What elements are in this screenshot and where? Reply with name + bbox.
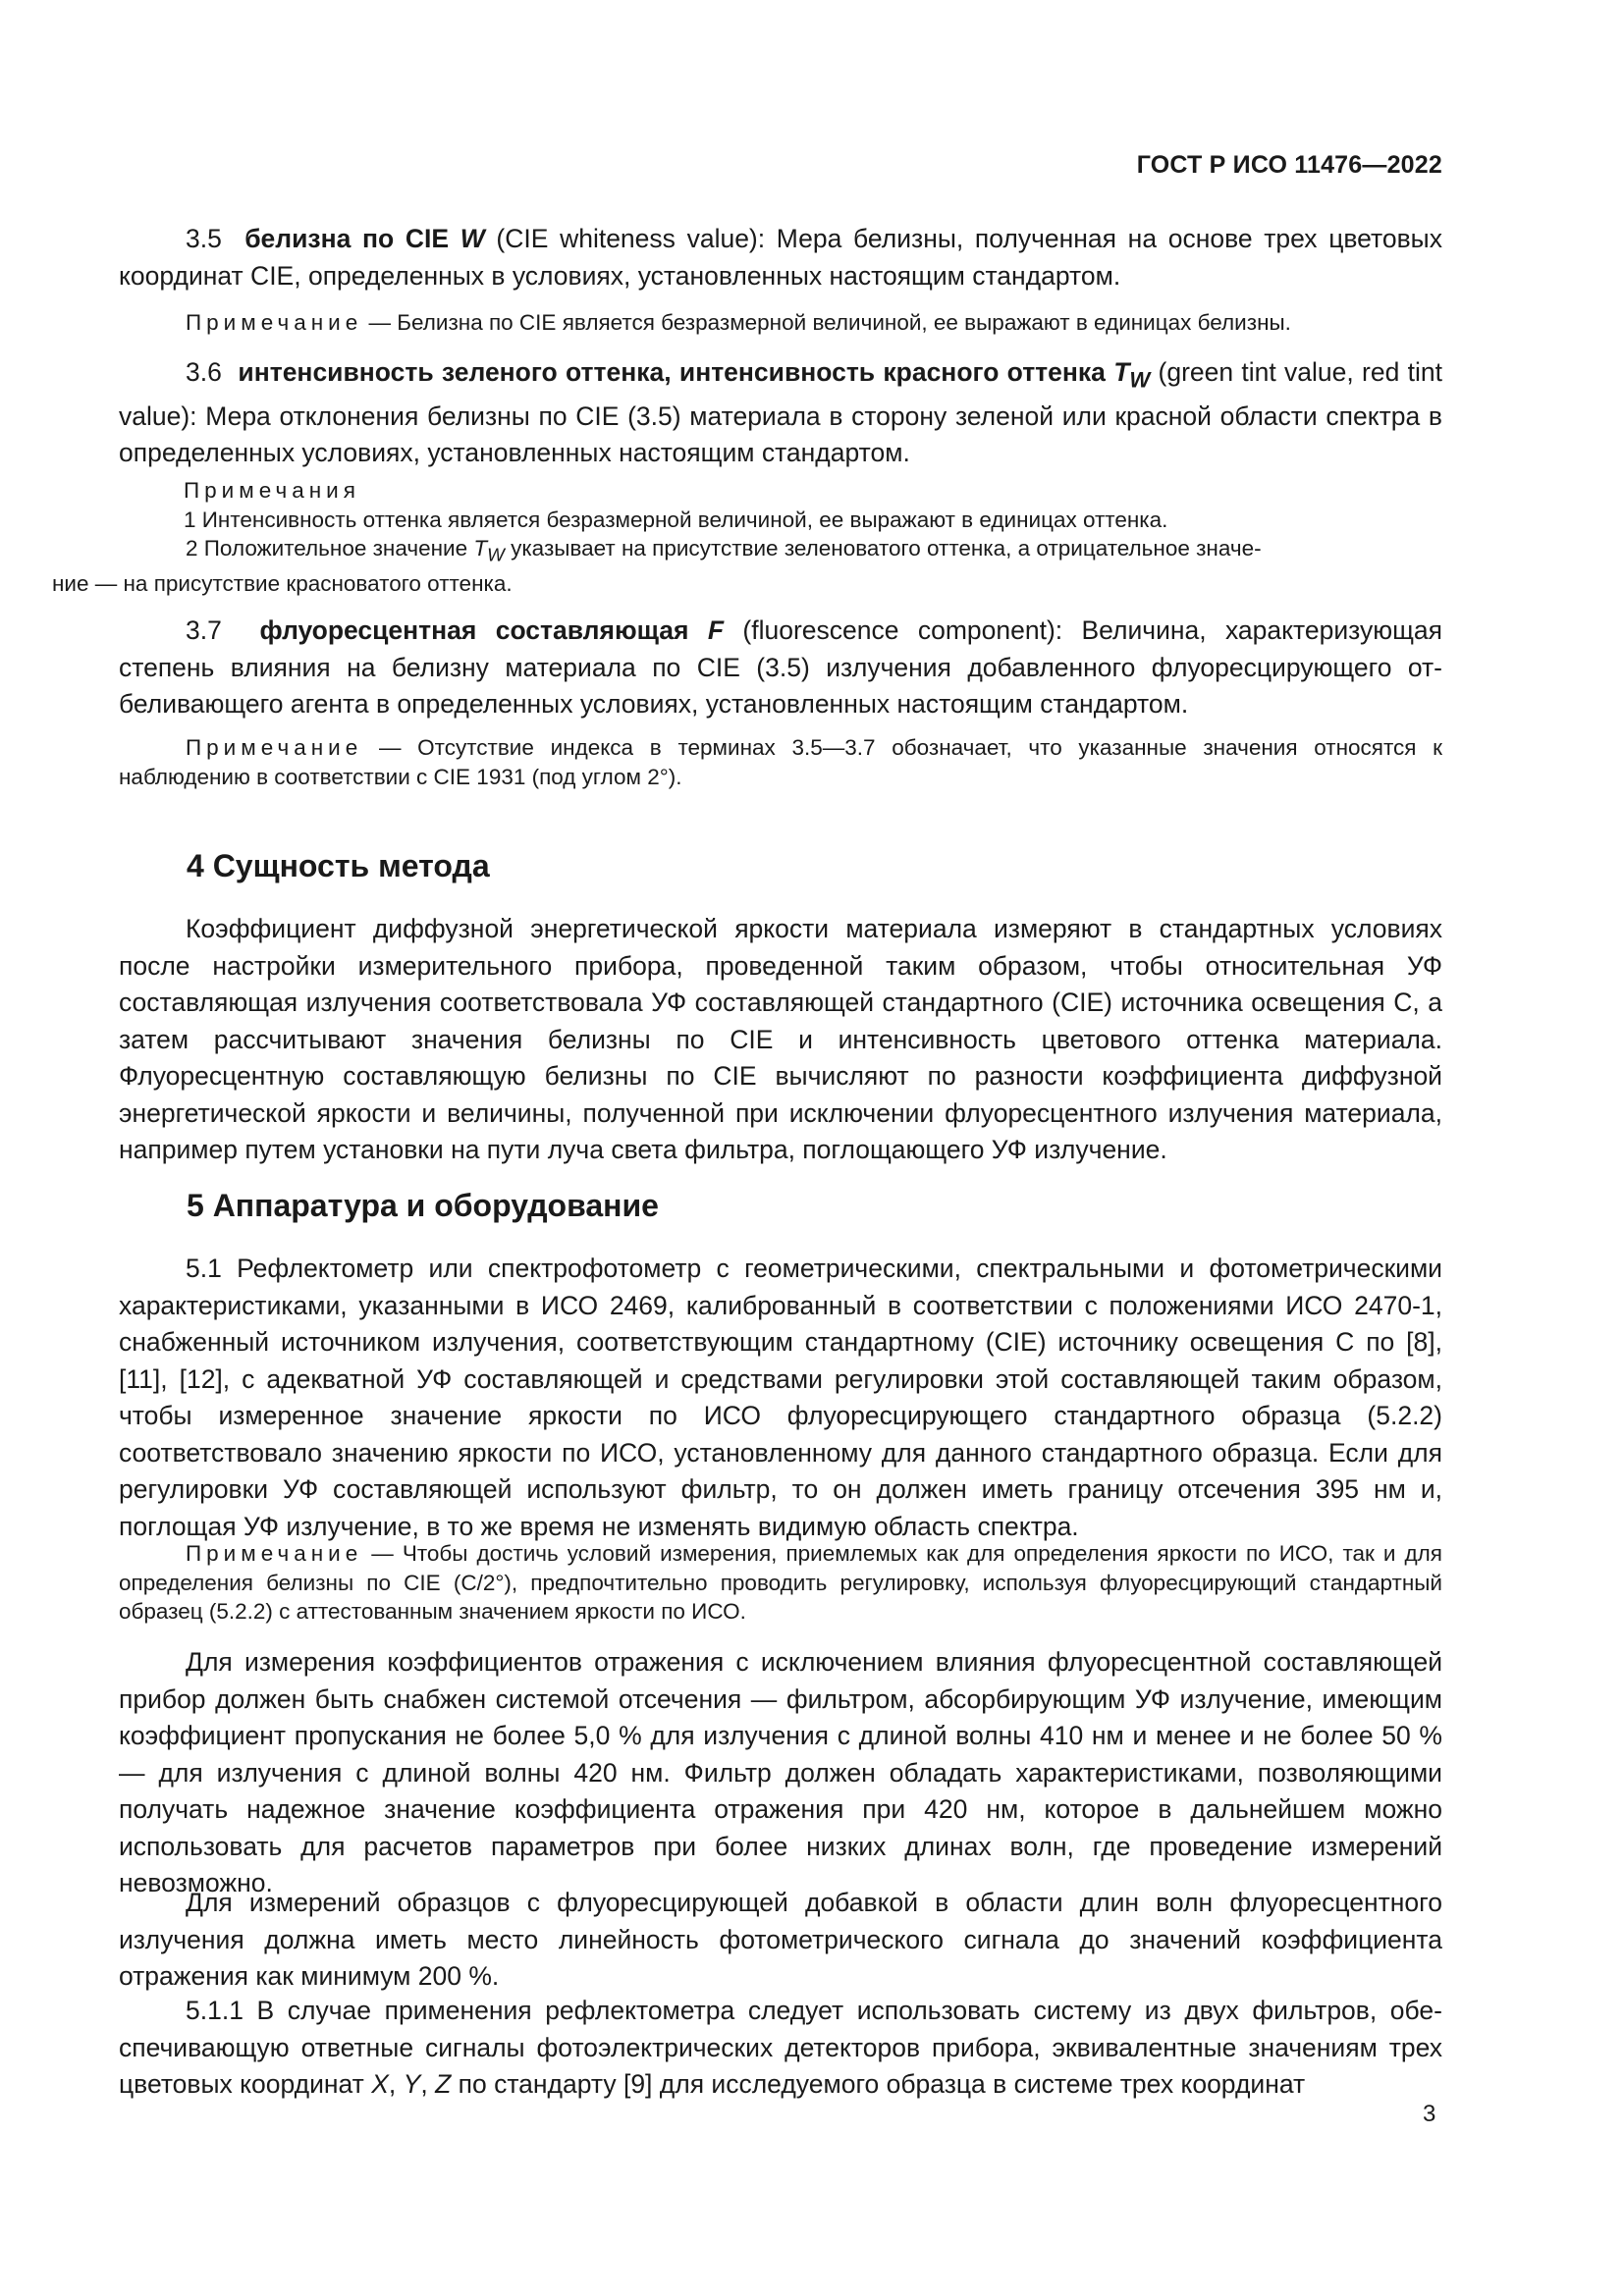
term-symbol: F (707, 615, 725, 645)
coordinate-x: X (371, 2069, 389, 2099)
note-text: — Белизна по CIE является безразмерной величиной, ее выражают в единицах белизны. (368, 310, 1291, 335)
term-name: флуоресцентная составляющая (259, 615, 689, 645)
term-symbol: W (460, 224, 485, 253)
section-5-paragraph-linearity: Для измерений образцов с флуоресцирующей добавкой в области длин волн флуоресцентного излучения должна иметь место линейность фотометрического сигнала до значений коэффициента отражения как минимум 200 %. (119, 1888, 1442, 1991)
term-3-7-paragraph (119, 613, 1442, 723)
note-2: 2 Положительное значение $T_W$ указывает на присутствие зеленоватого оттенка, а отрицательное значе- ние — на присутствие красноватого оттенка. (52, 536, 1262, 596)
clause-5-1-paragraph: 5.1 Рефлектометр или спектрофотометр с геометрическими, спектральными и фотометрическими характеристиками, указанными в ИСО 2469, калиброванный в соответствии с положениями ИСО 2470-1, снабженный источником излучения, соответствующим стандартному (CIE) источнику освещения С по [8], [11], [12], с адекватной УФ составляющей и средствами регулировки этой составляющей таким образом, чтобы измеренное значение яркости по ИСО флуоресцирующего стандартного образца (5.2.2) соответствовало значению яркости по ИСО, установленному для данного стандартного образца. Если для регулировки УФ составляющей используют фильтр, то он должен иметь границу отсечения 395 нм и, поглощая УФ излучение, в то же время не изменять видимую область спектра. (119, 1254, 1442, 1541)
clause-number: 3.6 (186, 357, 222, 387)
clause-5-1-note (119, 1539, 1442, 1627)
term-definition: (fluorescence component): Величина, характеризующая степень влияния на белизну материала по CIE (3.5) излучения добавленного флуоресцирующего отбеливающего агента в определенных условиях, установленных настоящим стандартом. (119, 615, 1443, 719)
note-label: Примечание (186, 1541, 363, 1566)
note-1: 1 Интенсивность оттенка является безразмерной величиной, ее выражают в единицах оттенка. (184, 507, 1168, 532)
clause-5-1-1-paragraph: 5.1.1 В случае применения рефлектометра следует использовать систему из двух фильтров, обеспечивающую ответные сигналы фотоэлектрических детекторов прибора, эквивалентные значениям трех цветовых координат X, Y, Z по стандарту [9] для исследуемого образца в системе трех координат (119, 1996, 1442, 2099)
term-symbol: T (1113, 357, 1130, 387)
clause-number: 3.5 (186, 224, 222, 253)
term-definition: (green tint value, red tint value): Мера отклонения белизны по CIE (3.5) материала в сторону зеленой или красной области спектра в определенных условиях, установленных настоящим стандартом. (119, 357, 1442, 468)
term-3-6-paragraph (119, 354, 1442, 472)
coordinate-z: Z (435, 2069, 452, 2099)
section-4-paragraph: Коэффициент диффузной энергетической яркости материала измеряют в стандартных условиях после настройки измерительного прибора, проведенной таким образом, чтобы относительная УФ составляющая излучения соответствовала УФ составляющей стандартного (CIE) источника освещения С, а затем рассчитывают значения белизны по CIE и интенсивность цветового оттенка материала. Флуоресцентную составляющую белизны по CIE вычисляют по разности коэффициента диффузной энергетической яркости и величины, полученной при исключении флуоресцентного излучения материала, например путем установки на пути луча света фильтра, поглощающего УФ излучение. (119, 914, 1442, 1164)
note-label: Примечание (186, 735, 363, 760)
clause-number: 3.7 (186, 615, 222, 645)
term-3-5-note (119, 308, 1442, 338)
term-3-5-paragraph (119, 221, 1442, 294)
document-code-header: ГОСТ Р ИСО 11476—2022 (1136, 151, 1442, 179)
term-symbol-subscript: W (1129, 367, 1151, 393)
note-label: Примечание (186, 310, 363, 335)
notes-label: Примечания (184, 478, 360, 503)
term-3-7-note (119, 733, 1442, 791)
term-definition: (CIE whiteness value): Мера белизны, полученная на основе трех цветовых координат CIE, определенных в условиях, установленных настоящим стандартом. (119, 224, 1442, 291)
section-4-heading: 4 Сущность метода (187, 848, 490, 883)
section-5-heading: 5 Аппаратура и оборудование (187, 1188, 659, 1223)
note-text: — Отсутствие индекса в терминах 3.5—3.7 обозначает, что указанные значения относятся к наблюдению в соответствии с CIE 1931 (под углом 2°). (119, 735, 1442, 789)
note-text: — Чтобы достичь условий измерения, приемлемых как для определения яркости по ИСО, так и для определения белизны по CIE (С/2°), предпочтительно проводить регулировку, используя флуоресцирующий стандартный образец (5.2.2) с аттестованным значением яркости по ИСО. (119, 1541, 1442, 1624)
term-name: белизна по CIE (244, 224, 450, 253)
term-name: интенсивность зеленого оттенка, интенсивность красного оттенка (238, 357, 1106, 387)
page-number: 3 (1423, 2101, 1436, 2127)
section-5-paragraph-filter: Для измерения коэффициентов отражения с исключением влияния флуоресцентной составляющей прибор должен быть снабжен системой отсечения — фильтром, абсорбирующим УФ излучение, имеющим коэффициент пропускания не более 5,0 % для излучения с длиной волны 410 нм и менее и не более 50 % — для излучения с длиной волны 420 нм. Фильтр должен обладать характеристиками, позволяющими получать надежное значение коэффициента отражения при 420 нм, которое в дальнейшем можно использовать для расчетов параметров при более низких длинах волн, где проведение измерений невозможно. (119, 1647, 1442, 1897)
coordinate-y: Y (403, 2069, 421, 2099)
